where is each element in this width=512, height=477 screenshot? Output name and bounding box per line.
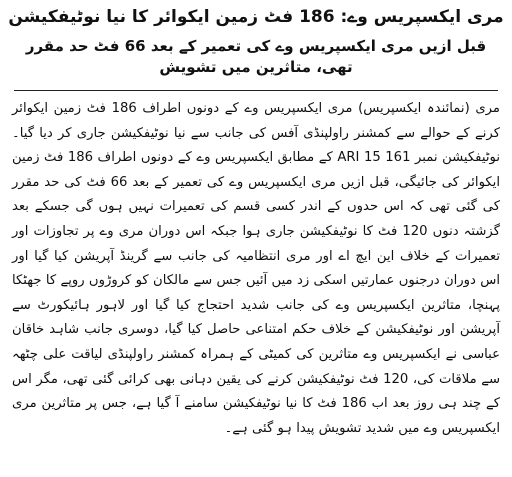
subheadline: قبل ازیں مری ایکسپریس وے کی تعمیر کے بعد 66 فٹ حد مقرر تھی، متاثرین میں تشویش <box>25 37 487 76</box>
headline: مری ایکسپریس وے: 186 فٹ زمین ایکوائر کا نیا نوٹیفکیشن <box>8 7 504 27</box>
article-body: مری (نمائندہ ایکسپریس) مری ایکسپریس وے کے دونوں اطراف 186 فٹ زمین ایکوائر کرنے کے حوالے سے کمشنر راولپنڈی آفس کی جانب سے نیا نوٹیفکیشن جاری کر دیا گیا۔ نوٹیفکیشن نمبر ARI 15 161 کے مطابق ایکسپریس وے کے دونوں اطراف 186 فٹ زمین ایکوائر کی جائیگی، قبل ازیں مری ایکسپریس وے کی تعمیر کے بعد 66 فٹ کی حد مقرر کی گئی تھی کہ اس حدوں کے اندر کسی قسم کی تعمیرات نہیں ہوں گی جسکے بعد گزشتہ دنوں 120 فٹ کا نوٹیفکیشن جاری ہوا جبکہ اس دوران مری وے پر تجاوزات اور تعمیرات کے خلاف این ایچ اے اور مری انتظامیہ کی جانب سے گرینڈ آپریشن کیا گیا اور اس دوران درجنوں عمارتیں اسکی زد میں آئیں جس سے مالکان کو کروڑوں روپے کا جھٹکا پہنچا، متاثرین ایکسپریس وے کی جانب شدید احتجاج کیا گیا اور لاہور ہائیکورٹ سے آپریشن اور نوٹیفکیشن کے خلاف حکم امتناعی حاصل کیا گیا، دوسری جانب شاہد خاقان عباسی نے ایکسپریس وے متاثرین کی کمیٹی کے ہمراہ کمشنر راولپنڈی لیاقت علی چٹھہ سے ملاقات کی، 120 فٹ نوٹیفکیشن کرنے کی یقین دہانی بھی کرائی گئی تھی، مگر اس کے چند ہی روز بعد اب 186 فٹ کا نیا نوٹیفکیشن سامنے آ گیا ہے، جس پر متاثرین مری ایکسپریس وے میں شدید تشویش پیدا ہو گئی ہے۔ <box>12 101 501 436</box>
divider <box>14 90 498 91</box>
news-clipping <box>0 6 512 441</box>
